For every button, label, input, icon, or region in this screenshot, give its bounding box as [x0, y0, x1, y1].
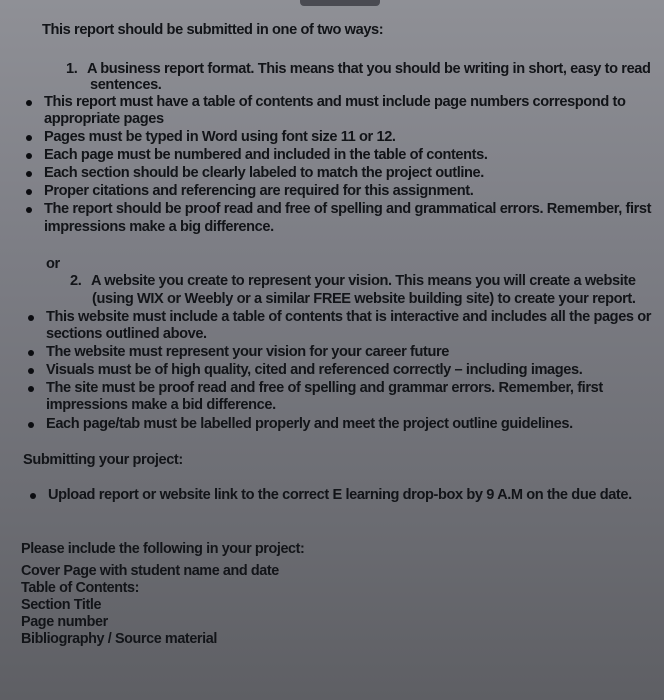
submitting-heading: Submitting your project:	[23, 452, 183, 468]
option2-heading	[70, 273, 636, 290]
include-item-1: Cover Page with student name and date	[21, 563, 279, 579]
option1-bullet-3: Each page must be numbered and included in the table of contents.	[44, 147, 488, 163]
bullet-icon	[28, 368, 34, 374]
option2-bullet-1-line2: sections outlined above.	[46, 326, 207, 342]
option1-text-line2: sentences.	[90, 77, 162, 93]
option1-bullet-6-line1: The report should be proof read and free of spelling and grammatical errors. Remember, first	[44, 201, 652, 217]
bullet-icon	[28, 315, 34, 321]
option1-bullet-1-line2: appropriate pages	[44, 111, 164, 127]
bullet-icon	[26, 135, 32, 141]
option1-bullet-6-line2: impressions make a big difference.	[44, 219, 274, 235]
bullet-icon	[26, 171, 32, 177]
option1-bullet-5: Proper citations and referencing are required for this assignment.	[44, 183, 474, 199]
option2-bullet-5: Each page/tab must be labelled properly and meet the project outline guidelines.	[46, 416, 573, 432]
option2-bullet-1-line1: This website must include a table of contents that is interactive and includes all the pages or	[46, 309, 652, 325]
intro-text: This report should be submitted in one of two ways:	[42, 22, 384, 38]
option2-bullet-4-line2: impressions make a bid difference.	[46, 397, 276, 413]
option2-bullet-2: The website must represent your vision for your career future	[46, 344, 449, 360]
option2-number: 2.	[70, 273, 82, 289]
submitting-bullet: Upload report or website link to the correct E learning drop-box by 9 A.M on the due date.	[48, 487, 632, 503]
option1-bullet-4: Each section should be clearly labeled to match the project outline.	[44, 165, 484, 181]
option1-heading	[66, 61, 651, 78]
bullet-icon	[26, 207, 32, 213]
bullet-icon	[28, 386, 34, 392]
option1-bullet-1-line1: This report must have a table of contents and must include page numbers correspond to	[44, 94, 626, 110]
option1-number: 1.	[66, 61, 78, 77]
bullet-icon	[26, 100, 32, 106]
bullet-icon	[30, 493, 36, 499]
option2-bullet-3: Visuals must be of high quality, cited and referenced correctly – including images.	[46, 362, 583, 378]
include-heading: Please include the following in your project:	[21, 541, 305, 557]
include-item-5: Bibliography / Source material	[21, 631, 217, 647]
bullet-icon	[28, 422, 34, 428]
option1-bullet-2: Pages must be typed in Word using font size 11 or 12.	[44, 129, 396, 145]
option1-text-line1: A business report format. This means that you should be writing in short, easy to read	[87, 61, 651, 77]
option2-text-line1: A website you create to represent your vision. This means you will create a website	[91, 273, 636, 289]
option2-text-line2: (using WIX or Weebly or a similar FREE website building site) to create your report.	[92, 291, 636, 307]
bullet-icon	[26, 153, 32, 159]
bullet-icon	[26, 189, 32, 195]
include-item-3: Section Title	[21, 597, 102, 613]
include-item-2: Table of Contents:	[21, 580, 140, 596]
option2-bullet-4-line1: The site must be proof read and free of spelling and grammar errors. Remember, first	[46, 380, 603, 396]
include-item-4: Page number	[21, 614, 108, 630]
bullet-icon	[28, 350, 34, 356]
or-label: or	[46, 256, 60, 272]
top-edge-shadow	[300, 0, 380, 6]
